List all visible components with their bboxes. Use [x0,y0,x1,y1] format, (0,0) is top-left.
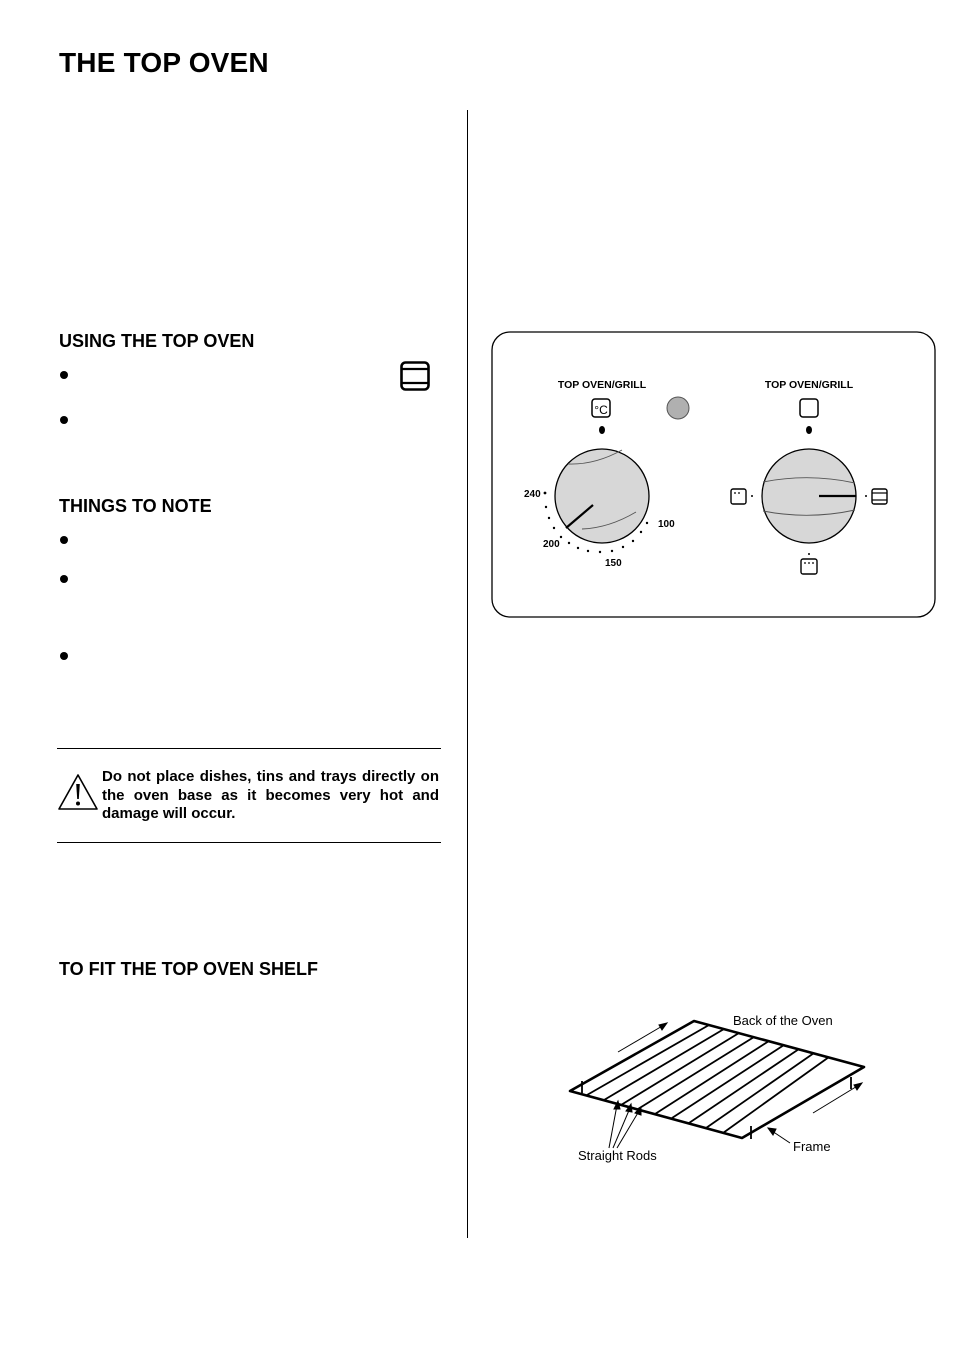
bullet-point [60,371,68,379]
warning-text: Do not place dishes, tins and trays directly on the oven base as it becomes very hot and damage will occur. [102,768,439,822]
control-panel-frame [492,332,935,617]
temp-mark-100: 100 [658,519,675,530]
top-oven-symbol-icon [399,360,431,392]
shelf-rods [587,1025,829,1133]
temp-mark-240: 240 [524,489,541,500]
warning-triangle-icon [57,773,99,811]
back-of-oven-label: Back of the Oven [733,1013,833,1028]
frame-label: Frame [793,1139,831,1154]
left-knob-label: TOP OVEN/GRILL [557,379,647,391]
column-divider [467,110,468,1238]
temperature-knob[interactable] [555,449,649,543]
knob-indicator-dot [806,426,812,434]
oven-indicator-light [667,397,689,419]
temp-mark-150: 150 [605,558,622,569]
bullet-point [60,416,68,424]
section-heading-using-top-oven: USING THE TOP OVEN [59,331,255,351]
control-panel-diagram [490,330,938,620]
page-title: THE TOP OVEN [59,47,269,78]
right-knob-label: TOP OVEN/GRILL [764,379,854,391]
svg-text:°C: °C [594,403,608,417]
bullet-point [60,575,68,583]
section-heading-fit-shelf: TO FIT THE TOP OVEN SHELF [59,959,319,979]
function-selector-knob[interactable] [762,449,856,543]
bullet-point [60,536,68,544]
straight-rods-label: Straight Rods [578,1148,657,1163]
oven-shelf-diagram [560,1005,880,1175]
knob-indicator-dot [599,426,605,434]
section-heading-things-to-note: THINGS TO NOTE [59,496,212,516]
bullet-point [60,652,68,660]
temp-mark-200: 200 [543,539,560,550]
warning-box [57,748,441,843]
